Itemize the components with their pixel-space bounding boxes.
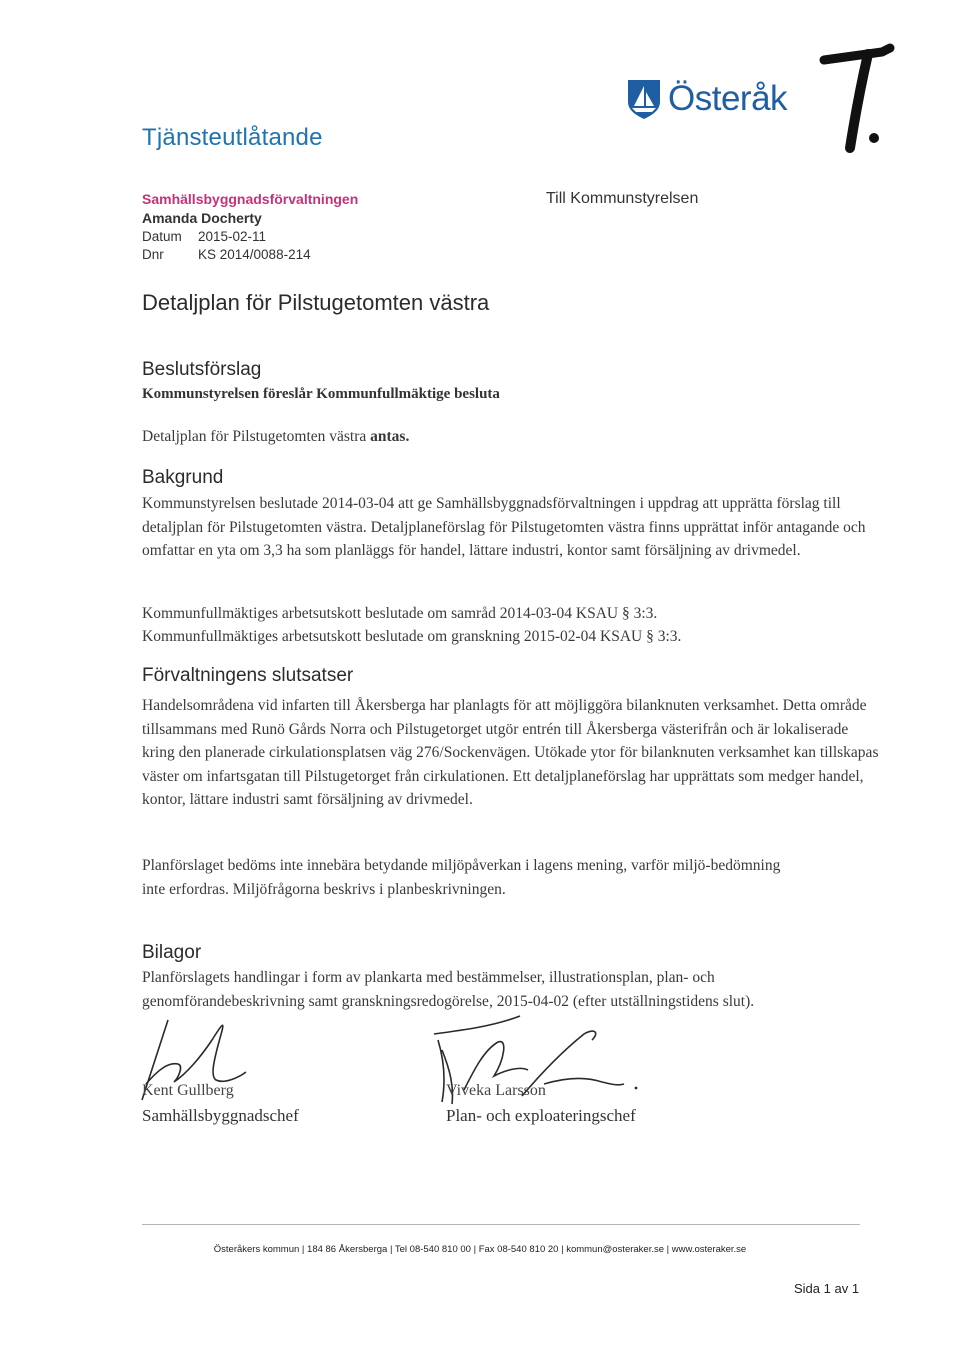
signatory-title-1: Samhällsbyggnadschef — [142, 1106, 299, 1125]
decision-text-plain: Detaljplan för Pilstugetomten västra — [142, 428, 371, 445]
footer-divider — [142, 1224, 860, 1225]
date-row — [142, 229, 266, 244]
municipal-shield-icon — [626, 78, 662, 120]
date-label: Datum — [142, 229, 182, 244]
decision-text — [142, 425, 882, 449]
dnr-label: Dnr — [142, 247, 164, 262]
author-name: Amanda Docherty — [142, 210, 262, 226]
date-value: 2015-02-11 — [198, 229, 267, 244]
document-type: Tjänsteutlåtande — [142, 124, 323, 151]
department-name: Samhällsbyggnadsförvaltningen — [142, 191, 359, 207]
page-number: Sida 1 av 1 — [794, 1281, 860, 1296]
decision-text-bold: antas. — [370, 428, 410, 445]
decision-subheading: Kommunstyrelsen föreslår Kommunfullmäktige besluta — [142, 386, 500, 402]
signatory-name-1: Kent Gullberg — [142, 1082, 234, 1099]
osteraker-logo — [626, 76, 787, 122]
bakgrund-paragraph: Kommunstyrelsen beslutade 2014-03-04 att ge Samhällsbyggnadsförvaltningen i uppdrag att upprätta förslag till detaljplan för Pilstugetomten västra. Detaljplaneförslag för Pilstugetomten västra finns upprättat inför antagande och omfattar en yta om 3,3 ha som planläggs för handel, lättare industri, kontor samt försäljning av drivmedel. — [142, 495, 866, 559]
footer-contact — [0, 1244, 960, 1255]
document-title: Detaljplan för Pilstugetomten västra — [142, 290, 490, 315]
bakgrund-line-granskning: Kommunfullmäktiges arbetsutskott beslutade om granskning 2015-02-04 KSAU § 3:3. — [142, 628, 682, 645]
dnr-row — [142, 247, 311, 262]
signatory-name-2: Viveka Larsson — [446, 1082, 546, 1099]
heading-bilagor: Bilagor — [142, 942, 202, 963]
dnr-value: KS 2014/0088-214 — [198, 247, 311, 262]
bakgrund-line-samrad: Kommunfullmäktiges arbetsutskott beslutade om samråd 2014-03-04 KSAU § 3:3. — [142, 605, 658, 622]
heading-bakgrund: Bakgrund — [142, 467, 224, 488]
logo-wordmark: Österåk — [668, 79, 788, 118]
heading-beslutsforslag: Beslutsförslag — [142, 359, 262, 380]
heading-slutsatser: Förvaltningens slutsatser — [142, 665, 354, 686]
signatory-title-2: Plan- och exploateringschef — [446, 1106, 636, 1125]
slutsatser-paragraph-1: Handelsområdena vid infarten till Åkersberga har planlagts för att möjliggöra bilanknuten verksamhet. Detta område tillsammans med Runö Gårds Norra och Pilstugetorget utgör entrén till Åkersberga västerifrån och är lokaliserade kring den planerade cirkulationsplatsen väg 276/Sockenvägen. Utökade ytor för bilanknuten verksamhet kan tillskapas väster om infartsgatan till Pilstugetorget från cirkulationen. Ett detaljplaneförslag har upprättats som medger handel, kontor, lättare industri samt försäljning av drivmedel. — [142, 697, 879, 808]
slutsatser-paragraph-2: Planförslaget bedöms inte innebära betydande miljöpåverkan i lagens mening, varför miljö-bedömning inte erfordras. Miljöfrågorna beskrivs i planbeskrivningen. — [142, 857, 781, 898]
footer-contact-text: Österåkers kommun | 184 86 Åkersberga | Tel 08-540 810 00 | Fax 08-540 810 20 | kommun@osteraker.se | www.osteraker.se — [213, 1244, 747, 1255]
bilagor-text: Planförslagets handlingar i form av plankarta med bestämmelser, illustrationsplan, plan- och genomförandebeskrivning samt granskningsredogörelse, 2015-04-02 (efter utställningstidens slut). — [142, 969, 755, 1010]
handwritten-number-stamp — [812, 30, 912, 160]
recipient: Till Kommunstyrelsen — [546, 190, 699, 207]
